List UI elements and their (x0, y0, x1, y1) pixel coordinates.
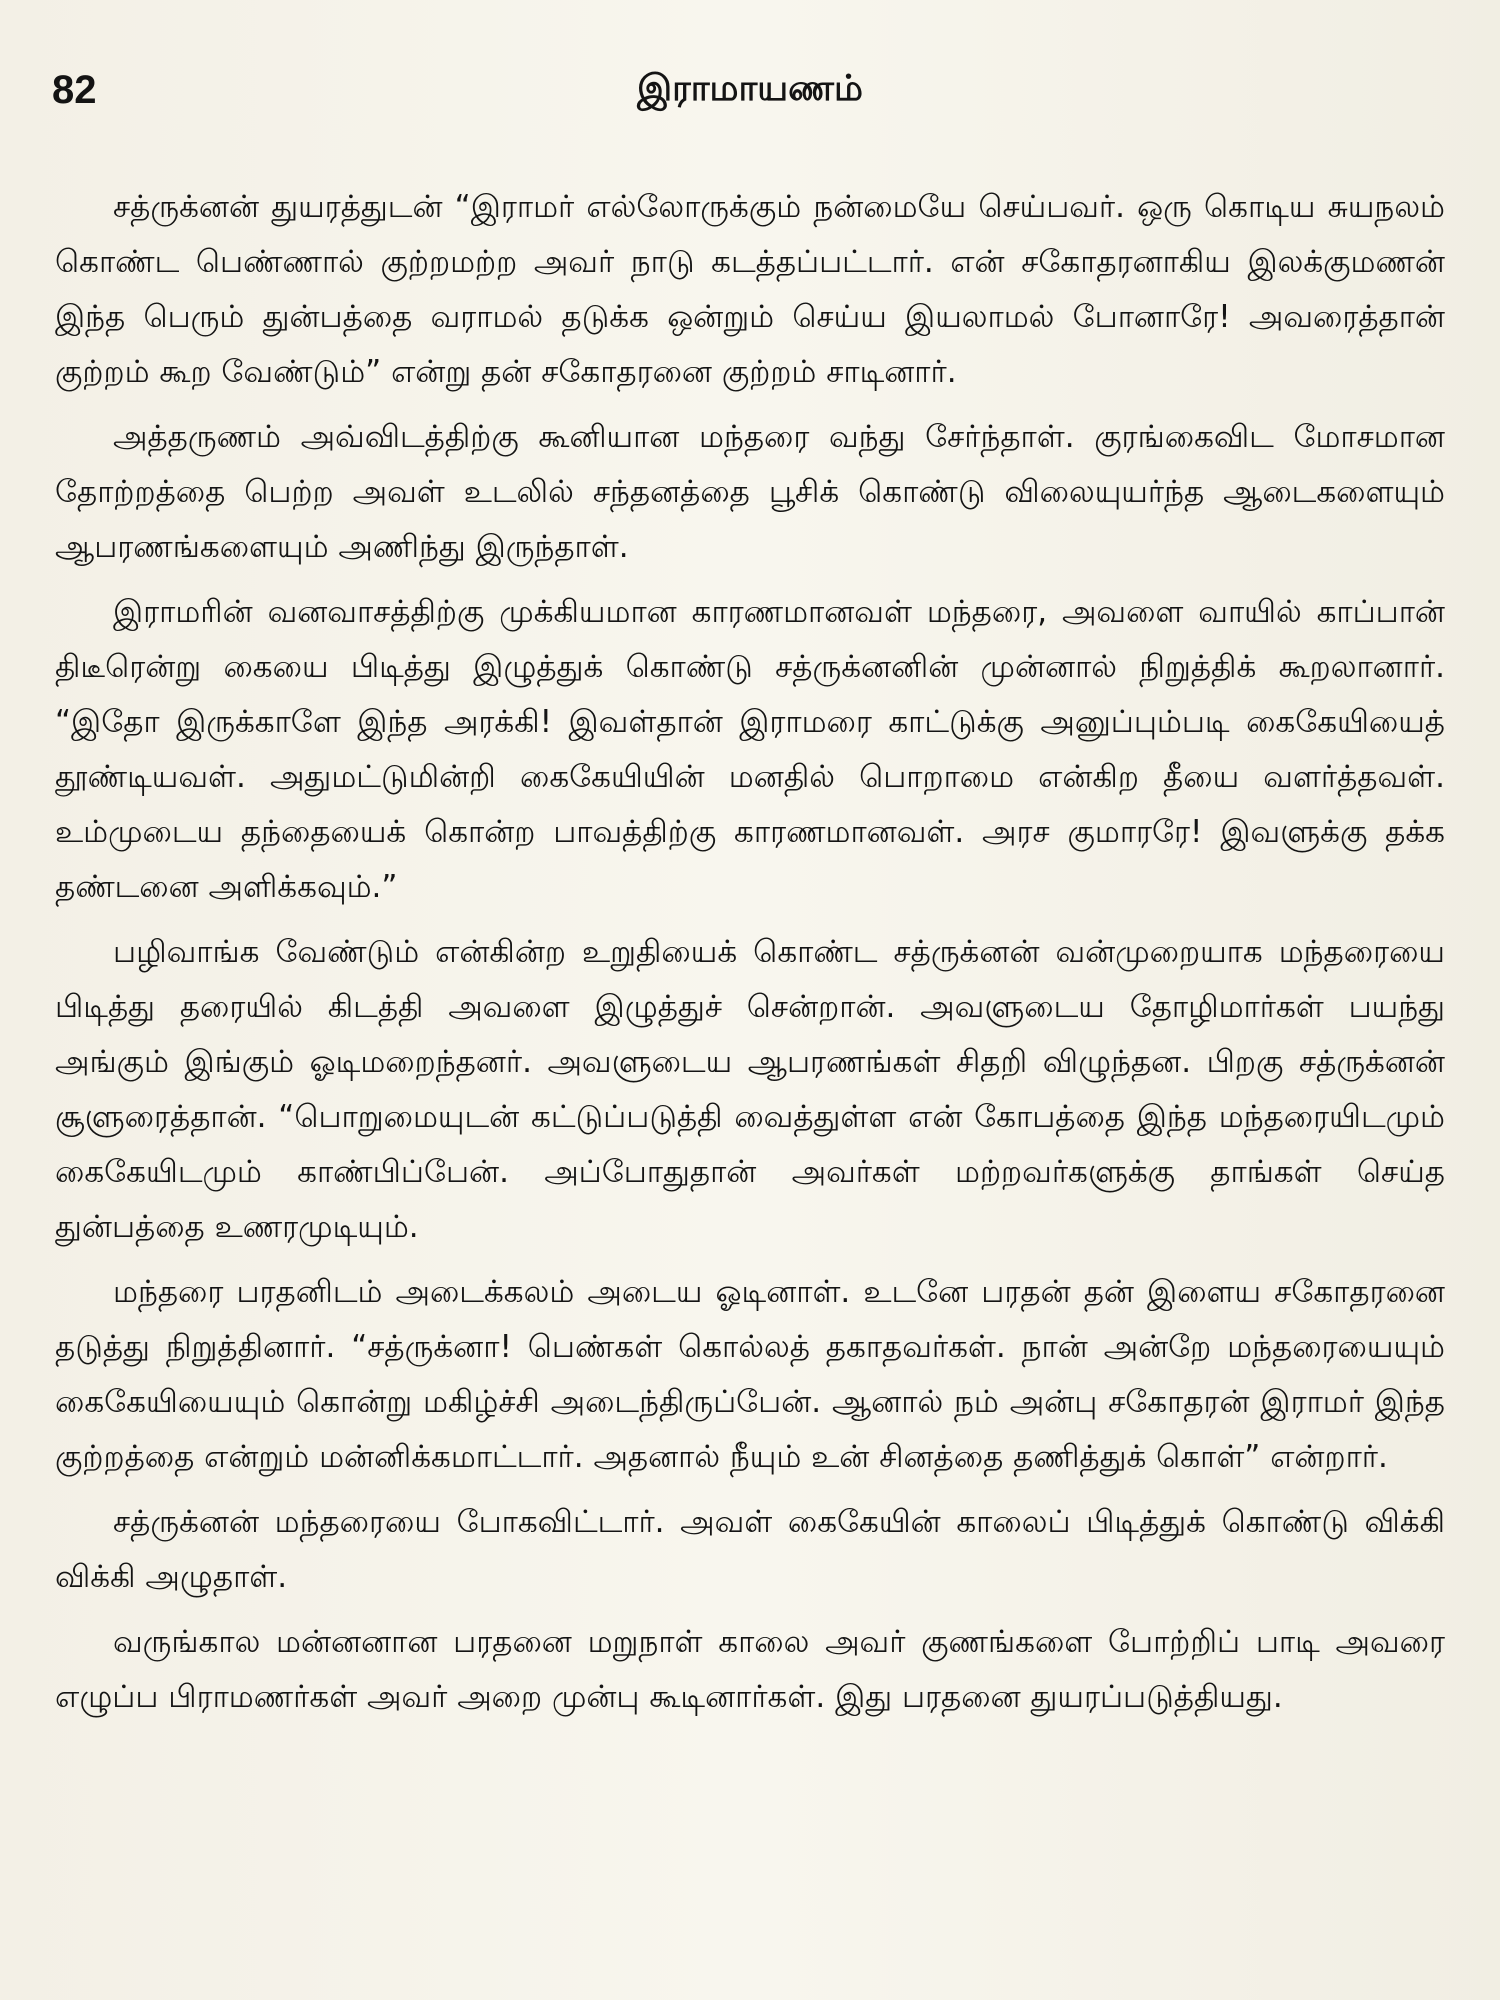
page-number: 82 (52, 68, 97, 112)
running-title: இராமாயணம் (637, 68, 863, 109)
paragraph: மந்தரை பரதனிடம் அடைக்கலம் அடைய ஓடினாள். உடனே பரதன் தன் இளைய சகோதரனை தடுத்து நிறுத்தினார். “சத்ருக்னா! பெண்கள் கொல்லத் தகாதவர்கள். நான் அன்றே மந்தரையையும் கைகேயியையும் கொன்று மகிழ்ச்சி அடைந்திருப்பேன். ஆனால் நம் அன்பு சகோதரன் இராமர் இந்த குற்றத்தை என்றும் மன்னிக்கமாட்டார். அதனால் நீயும் உன் சினத்தை தணித்துக் கொள்” என்றார். (55, 1274, 1445, 1475)
paragraph: இராமரின் வனவாசத்திற்கு முக்கியமான காரணமானவள் மந்தரை, அவளை வாயில் காப்பான் திடீரென்று கையை பிடித்து இழுத்துக் கொண்டு சத்ருக்னனின் முன்னால் நிறுத்திக் கூறலானார். “இதோ இருக்காளே இந்த அரக்கி! இவள்தான் இராமரை காட்டுக்கு அனுப்பும்படி கைகேயியைத் தூண்டியவள். அதுமட்டுமின்றி கைகேயியின் மனதில் பொறாமை என்கிற தீயை வளர்த்தவள். உம்முடைய தந்தையைக் கொன்ற பாவத்திற்கு காரணமானவள். அரச குமாரரே! இவளுக்கு தக்க தண்டனை அளிக்கவும்.” (55, 594, 1445, 905)
paragraph: பழிவாங்க வேண்டும் என்கின்ற உறுதியைக் கொண்ட சத்ருக்னன் வன்முறையாக மந்தரையை பிடித்து தரையில் கிடத்தி அவளை இழுத்துச் சென்றான். அவளுடைய தோழிமார்கள் பயந்து அங்கும் இங்கும் ஓடிமறைந்தனர். அவளுடைய ஆபரணங்கள் சிதறி விழுந்தன. பிறகு சத்ருக்னன் சூளுரைத்தான். “பொறுமையுடன் கட்டுப்படுத்தி வைத்துள்ள என் கோபத்தை இந்த மந்தரையிடமும் கைகேயிடமும் காண்பிப்பேன். அப்போதுதான் அவர்கள் மற்றவர்களுக்கு தாங்கள் செய்த துன்பத்தை உணரமுடியும். (55, 934, 1445, 1245)
body-text (55, 180, 1445, 1735)
paragraph: அத்தருணம் அவ்விடத்திற்கு கூனியான மந்தரை வந்து சேர்ந்தாள். குரங்கைவிட மோசமான தோற்றத்தை பெற்ற அவள் உடலில் சந்தனத்தை பூசிக் கொண்டு விலையுயர்ந்த ஆடைகளையும் ஆபரணங்களையும் அணிந்து இருந்தாள். (55, 419, 1445, 565)
paragraph: சத்ருக்னன் மந்தரையை போகவிட்டார். அவள் கைகேயின் காலைப் பிடித்துக் கொண்டு விக்கி விக்கி அழுதாள். (55, 1504, 1445, 1595)
page-header (40, 60, 1460, 130)
paragraph: சத்ருக்னன் துயரத்துடன் “இராமர் எல்லோருக்கும் நன்மையே செய்பவர். ஒரு கொடிய சுயநலம் கொண்ட பெண்ணால் குற்றமற்ற அவர் நாடு கடத்தப்பட்டார். என் சகோதரனாகிய இலக்குமணன் இந்த பெரும் துன்பத்தை வராமல் தடுக்க ஒன்றும் செய்ய இயலாமல் போனாரே! அவரைத்தான் குற்றம் கூற வேண்டும்” என்று தன் சகோதரனை குற்றம் சாடினார். (55, 189, 1445, 390)
paragraph: வருங்கால மன்னனான பரதனை மறுநாள் காலை அவர் குணங்களை போற்றிப் பாடி அவரை எழுப்ப பிராமணர்கள் அவர் அறை முன்பு கூடினார்கள். இது பரதனை துயரப்படுத்தியது. (55, 1624, 1445, 1715)
